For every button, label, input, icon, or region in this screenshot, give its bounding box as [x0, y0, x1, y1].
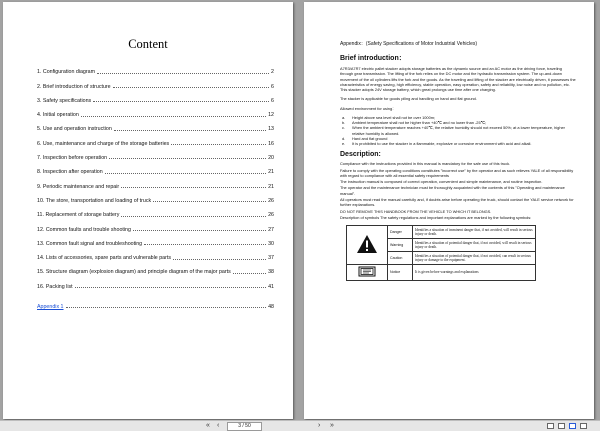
symbol-kind: Notice — [388, 265, 413, 281]
toc-list — [37, 61, 274, 310]
toc-entry-page: 41 — [268, 283, 274, 290]
description-paragraph: DO NOT REMOVE THIS HANDBOOK FROM THE VEHICLE TO WHICH IT BELONGS. — [340, 208, 492, 214]
previous-page-button[interactable]: ‹ — [217, 422, 220, 429]
toc-entry[interactable] — [37, 147, 274, 161]
list-text: Height above sea level shall not be over 1000m; — [352, 115, 436, 121]
toc-entry-label: 3. Safety specifications — [37, 97, 92, 104]
toc-entry[interactable] — [37, 233, 274, 247]
toc-entry-page: 37 — [268, 255, 274, 262]
toc-entry[interactable] — [37, 275, 274, 289]
toc-leader-dots — [97, 73, 269, 74]
two-page-view-icon[interactable] — [569, 423, 576, 429]
first-page-button[interactable]: « — [206, 422, 210, 429]
toc-entry[interactable] — [37, 61, 274, 75]
toc-entry[interactable] — [37, 75, 274, 89]
single-page-view-icon[interactable] — [547, 423, 554, 429]
toc-entry-label: 2. Brief introduction of structure — [37, 83, 111, 90]
toc-leader-dots — [171, 144, 266, 145]
list-text: It is prohibited to use the stacker in a flammable, explosive or corrosive environment with acid and alkali. — [352, 141, 532, 147]
toc-leader-dots — [153, 201, 266, 202]
page-contents — [3, 2, 293, 419]
toc-leader-dots — [121, 216, 266, 217]
list-marker: e. — [342, 141, 346, 147]
next-page-button[interactable]: › — [318, 422, 321, 429]
toc-entry-page: 30 — [268, 240, 274, 247]
toc-entry-label: 14. Lists of accessories, spare parts and vulnerable parts — [37, 255, 171, 262]
toc-entry-label: 12. Common faults and trouble shooting — [37, 226, 131, 233]
warning-triangle-icon — [347, 226, 388, 265]
toc-entry-page: 16 — [268, 140, 274, 147]
continuous-view-icon[interactable] — [558, 423, 565, 429]
toc-entry-page: 21 — [268, 183, 274, 190]
toc-entry-page: 12 — [268, 112, 274, 119]
description-paragraph: The operator and the maintenance technician must be thoroughly acquainted with the contents of this "Operating and maintenance manual". — [340, 185, 565, 196]
toc-entry[interactable] — [37, 296, 274, 310]
page-appendix — [304, 2, 594, 419]
symbol-text: It is given before warnings and explanations — [413, 265, 536, 281]
toc-entry[interactable] — [37, 247, 274, 261]
toc-entry-label: 5. Use and operation instruction — [37, 126, 112, 133]
list-marker: c. — [342, 125, 346, 131]
toc-leader-dots — [173, 259, 266, 260]
list-marker: d. — [342, 135, 346, 141]
last-page-button[interactable]: » — [330, 422, 334, 429]
toc-title: Content — [128, 37, 168, 51]
notice-book-icon — [347, 265, 388, 281]
toc-entry[interactable] — [37, 104, 274, 118]
toc-leader-dots — [75, 287, 266, 288]
toc-entry-page: 26 — [268, 197, 274, 204]
toc-entry[interactable] — [37, 204, 274, 218]
toc-leader-dots — [121, 187, 266, 188]
toc-entry[interactable] — [37, 218, 274, 232]
symbol-text: Identifies a situation of potential danger that, if not avoided, can result in serious injury or damage to the equipment. — [413, 252, 536, 265]
toc-leader-dots — [109, 158, 266, 159]
brief-paragraph: Allowed environment for using： — [340, 105, 397, 111]
list-marker: a. — [342, 115, 346, 121]
symbol-text: Identifies a situation of imminent danger that, if not avoided, will result in serious injury or death. — [413, 226, 536, 239]
toc-entry-label: 16. Packing list — [37, 283, 73, 290]
appendix-title: Appendix：(Safety Specifications of Motor Industrial Vehicles) — [340, 41, 478, 47]
toc-entry[interactable] — [37, 90, 274, 104]
toc-entry[interactable] — [37, 118, 274, 132]
toc-entry-page: 20 — [268, 155, 274, 162]
page-number-field[interactable]: 3 / 50 — [227, 422, 262, 431]
toc-entry-label: 10. The store, transportation and loading of truck — [37, 197, 152, 204]
toc-entry-label: 15. Structure diagram (explosion diagram) and principle diagram of the major parts — [37, 269, 231, 276]
brief-introduction-heading: Brief introduction： — [340, 55, 406, 62]
toc-leader-dots — [114, 130, 266, 131]
toc-entry-label: Appendix 1 — [37, 304, 64, 311]
toc-leader-dots — [81, 116, 266, 117]
symbol-kind: Warning — [388, 239, 413, 252]
symbol-kind: Caution — [388, 252, 413, 265]
toc-entry-label: 8. Inspection after operation — [37, 169, 103, 176]
toc-entry-page: 13 — [268, 126, 274, 133]
description-paragraph: Failure to comply with the operating conditions constitutes "incorrect use" by the operator and as such relieves YALE of all responsibility with regard to compliance with all essential safety requirements — [340, 167, 574, 178]
toc-entry-label: 7. Inspection before operation — [37, 155, 108, 162]
symbol-text: Identifies a situation of potential danger that, if not avoided, will result in serious injury or death. — [413, 239, 536, 252]
toc-entry-label: 13. Common fault signal and troubleshooting — [37, 240, 143, 247]
description-heading: Description: — [340, 151, 381, 159]
toc-leader-dots — [144, 244, 266, 245]
toc-leader-dots — [66, 307, 267, 308]
toc-entry[interactable] — [37, 261, 274, 275]
toc-entry[interactable] — [37, 175, 274, 189]
toc-entry-page: 48 — [268, 304, 274, 311]
two-page-continuous-view-icon[interactable] — [580, 423, 587, 429]
list-text: Hard and flat ground — [352, 135, 388, 141]
toc-entry-label: 1. Configuration diagram — [37, 69, 96, 76]
toc-entry-label: 9. Periodic maintenance and repair — [37, 183, 120, 190]
toc-entry-page: 6 — [271, 83, 274, 90]
toc-entry[interactable] — [37, 190, 274, 204]
description-paragraph: The instruction manual is composed of correct operation, convenient and simple maintenance, and routine inspection. — [340, 179, 543, 185]
toc-entry-page: 38 — [268, 269, 274, 276]
toc-entry-page: 26 — [268, 212, 274, 219]
description-paragraph: Compliance with the instructions provided in this manual is mandatory for the safe use of this truck. — [340, 161, 511, 167]
toc-entry-label: 6. Use, maintenance and charge of the storage batteries — [37, 140, 170, 147]
toc-leader-dots — [93, 101, 269, 102]
toc-leader-dots — [133, 230, 266, 231]
symbol-kind: Danger — [388, 226, 413, 239]
toc-leader-dots — [105, 173, 266, 174]
list-text: When the ambient temperature reaches +40℃, the relative humidity should not exceed 50%; at a lower temperature, higher relative humidity is allowed. — [352, 125, 565, 136]
brief-paragraph: A7R3/A7R7 electric pallet stacker adopts storage batteries as the dynamic source and an AC motor as the driving force, traveling through gear transmission. The lifting of the fork relies on the DC motor and the hydraulic transmission system. The up-and-down movement of the oil cylinders lifts the fork and the goods. As the traveling and lifting of the stacker are electrically driven, it possesses the characteristics of energy saving, high efficiency, stable operation, easy operation, safety and reliability, low noise and no pollution, etc. This stacker adopts 24V storage battery, which great prolongs use time after one charging. — [340, 66, 576, 93]
symbols-table — [346, 225, 536, 281]
environment-list — [340, 115, 576, 146]
toc-entry-page: 2 — [271, 69, 274, 76]
description-paragraph: All operators must read the manual carefully and, if doubts arise before operating the truck, should contact the YALE service network for further explanations. — [340, 197, 574, 208]
description-paragraph: Description of symbols The safety regulations and important explanations are marked by the following symbols: — [340, 214, 532, 220]
toc-entry[interactable] — [37, 132, 274, 146]
list-text: Ambient temperature shall not be higher than +40℃ and no lower than -25℃; — [352, 120, 487, 126]
list-item — [340, 125, 576, 135]
table-row — [347, 226, 536, 239]
viewer-toolbar — [0, 420, 600, 431]
toc-entry-label: 11. Replacement of storage battery — [37, 212, 120, 219]
toc-entry[interactable] — [37, 161, 274, 175]
toc-leader-dots — [113, 87, 269, 88]
toc-entry-page: 21 — [268, 169, 274, 176]
toc-entry-label: 4. Initial operation — [37, 112, 79, 119]
table-row — [347, 265, 536, 281]
toc-entry-page: 6 — [271, 97, 274, 104]
brief-paragraph: The stacker is applicable for goods piling and handling on hand and flat ground. — [340, 96, 477, 102]
toc-entry-page: 27 — [268, 226, 274, 233]
list-marker: b. — [342, 120, 346, 126]
toc-leader-dots — [233, 273, 266, 274]
